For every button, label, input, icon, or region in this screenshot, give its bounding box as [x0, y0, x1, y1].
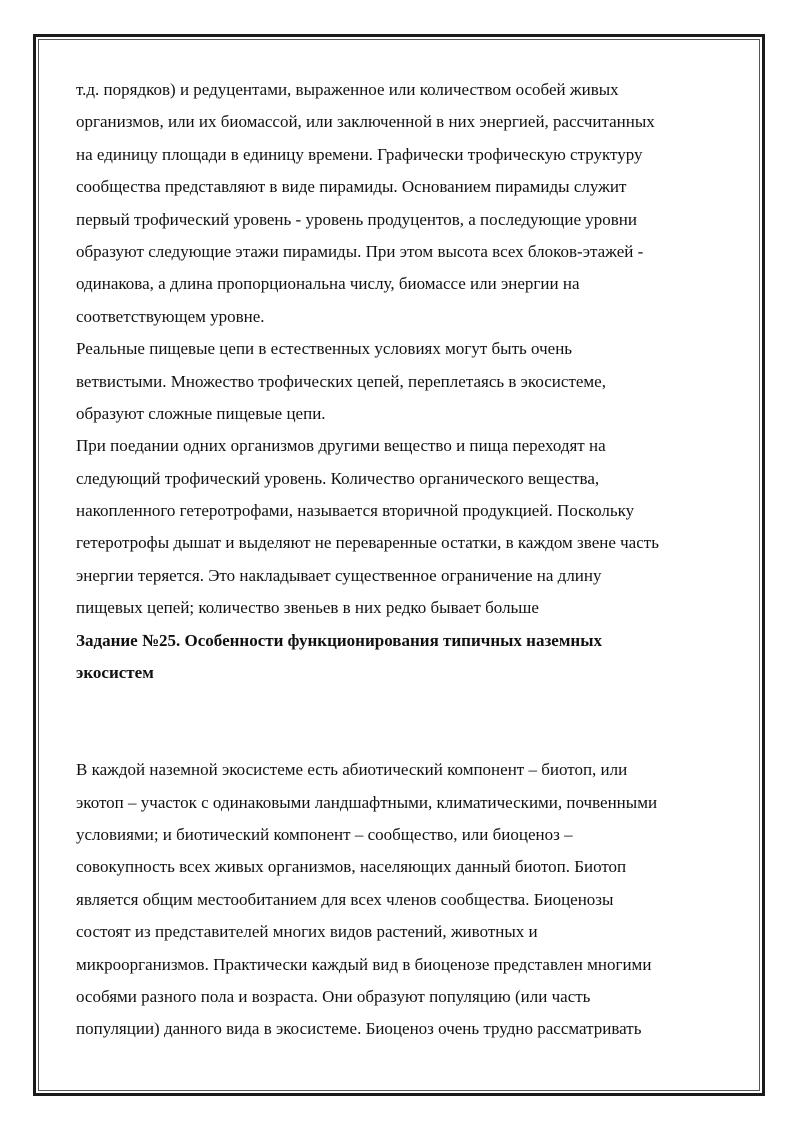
paragraph-trophic-structure: [76, 74, 736, 333]
text-line: т.д. порядков) и редуцентами, выраженное или количеством особей живых: [76, 80, 619, 99]
text-line: пищевых цепей; количество звеньев в них редко бывает больше: [76, 598, 539, 618]
text-line: образуют сложные пищевые цепи.: [76, 403, 326, 423]
text-line: образуют следующие этажи пирамиды. При этом высота всех блоков-этажей -: [76, 241, 644, 261]
text-line: накопленного гетеротрофами, называется вторичной продукцией. Поскольку: [76, 501, 635, 521]
document-body: [76, 74, 736, 1046]
blank-space: [76, 689, 736, 754]
text-line: популяции) данного вида в экосистеме. Биоценоз очень трудно рассматривать: [76, 1019, 642, 1039]
heading-line: Задание №25. Особенности функционирования типичных наземных: [76, 630, 602, 650]
section-heading: [76, 625, 736, 690]
text-line: следующий трофический уровень. Количество органического вещества,: [76, 468, 600, 488]
text-line: При поедании одних организмов другими вещество и пища переходят на: [76, 436, 606, 456]
text-line: В каждой наземной экосистеме есть абиотический компонент – биотоп, или: [76, 760, 628, 780]
text-line: соответствующем уровне.: [76, 306, 265, 326]
text-line: сообщества представляют в виде пирамиды. Основанием пирамиды служит: [76, 177, 627, 197]
text-line: гетеротрофы дышат и выделяют не переваренные остатки, в каждом звене часть: [76, 533, 659, 553]
paragraph-food-chains: [76, 333, 736, 430]
text-line: одинакова, а длина пропорциональна числу, биомассе или энергии на: [76, 274, 580, 294]
text-line: первый трофический уровень - уровень продуцентов, а последующие уровни: [76, 209, 637, 229]
text-line: условиями; и биотический компонент – сообщество, или биоценоз –: [76, 825, 573, 844]
heading-line: экосистем: [76, 663, 154, 683]
paragraph-terrestrial-ecosystems: [76, 754, 736, 1046]
text-line: микроорганизмов. Практически каждый вид в биоценозе представлен многими: [76, 954, 652, 974]
text-line: состоят из представителей многих видов растений, животных и: [76, 922, 538, 942]
text-line: ветвистыми. Множество трофических цепей, переплетаясь в экосистеме,: [76, 371, 606, 391]
text-line: на единицу площади в единицу времени. Графически трофическую структуру: [76, 144, 643, 164]
text-line: совокупность всех живых организмов, населяющих данный биотоп. Биотоп: [76, 857, 627, 877]
text-line: является общим местообитанием для всех членов сообщества. Биоценозы: [76, 889, 614, 909]
text-line: Реальные пищевые цепи в естественных условиях могут быть очень: [76, 339, 573, 359]
text-line: особями разного пола и возраста. Они образуют популяцию (или часть: [76, 986, 591, 1006]
text-line: организмов, или их биомассой, или заключенной в них энергией, рассчитанных: [76, 112, 655, 132]
text-line: экотоп – участок с одинаковыми ландшафтными, климатическими, почвенными: [76, 792, 658, 812]
paragraph-secondary-production: [76, 430, 736, 624]
text-line: энергии теряется. Это накладывает существенное ограничение на длину: [76, 565, 602, 585]
